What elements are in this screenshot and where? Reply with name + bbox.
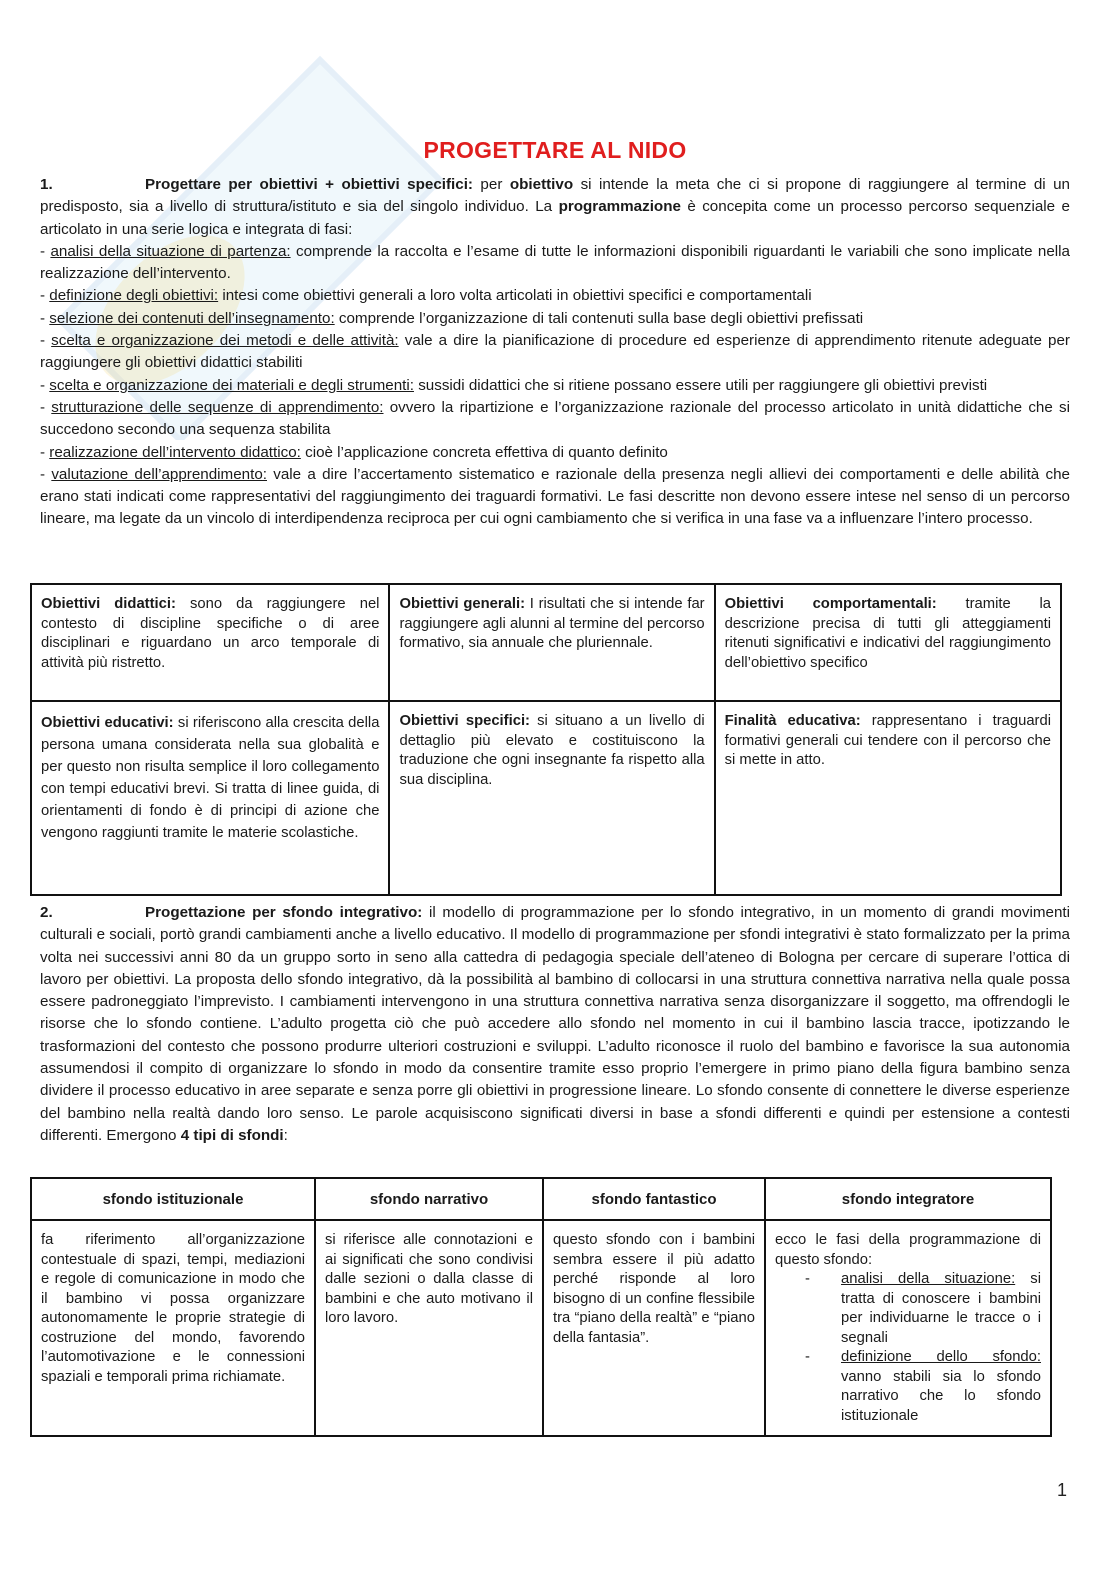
backgrounds-table: [30, 1177, 1052, 1437]
table-header-row: [31, 1178, 1051, 1220]
list-item: - valutazione dell’apprendimento: vale a dire l’accertamento sistematico e razionale della presenza negli allievi dei comportamenti e delle abilità che erano stati indicati come rappresentativi del raggiungimento dei traguardi formativi. Le fasi descritte non devono essere intese nel senso di un percorso lineare, ma legate da un vincolo di interdipendenza reciproca per cui ogni cambiamento che si verifica in una fase va a influenzare l’intero processo.: [40, 465, 1070, 528]
page-title: PROGETTARE AL NIDO: [423, 137, 687, 163]
table-cell: Finalità educativa: rappresentano i traguardi formativi generali cui tendere con il percorso che si mette in atto.: [715, 701, 1061, 895]
section-number: 1.: [40, 176, 53, 193]
table-cell: Obiettivi generali: I risultati che si intende far raggiungere agli alunni al termine del percorso formativo, sia annuale che pluriennale.: [389, 584, 714, 701]
list-item: - definizione degli obiettivi: intesi come obiettivi generali a loro volta articolati in obiettivi specifici e comportamentali: [40, 287, 812, 305]
list-item: - analisi della situazione di partenza: comprende la raccolta e l’esame di tutte le informazioni disponibili riguardanti le variabili che sono implicate nella realizzazione dell’intervento.: [40, 242, 1070, 283]
table-row: [31, 584, 1061, 701]
section-2: [40, 902, 1070, 1147]
phase-list: [40, 241, 1070, 531]
list-item: - selezione dei contenuti dell’insegnamento: comprende l’organizzazione di tali contenuti sulla base degli obiettivi prefissati: [40, 309, 864, 327]
section-1: [40, 174, 1070, 531]
section-heading: Progettare per obiettivi + obiettivi specifici:: [145, 176, 473, 193]
table-cell: ecco le fasi della programmazione di questo sfondo: - analisi della situazione: si tratta di conoscere i bambini per individuarne le tracce o i segnali - definizione dello sfondo: vanno stabili sia lo sfondo narrativo che lo sfondo istituzionale: [765, 1220, 1051, 1436]
list-item: - realizzazione dell’intervento didattico: cioè l’applicazione concreta effettiva di quanto definito: [40, 443, 668, 461]
column-header: sfondo narrativo: [315, 1178, 543, 1220]
table-cell: fa riferimento all’organizzazione contestuale di spazi, tempi, mediazioni e regole di comunicazione in modo che il bambino vi possa organizzare autonomamente le proprie strategie di costruzione del mondo, favorendo l’automotivazione e le connessioni spaziali e temporali prima richiamate.: [31, 1220, 315, 1436]
page-number: 1: [1057, 1480, 1068, 1500]
table-cell: Obiettivi didattici: sono da raggiungere nel contesto di discipline specifiche o di aree disciplinari e riguardano un arco temporale di attività più ristretto.: [31, 584, 389, 701]
objectives-table: [30, 583, 1062, 896]
column-header: sfondo istituzionale: [31, 1178, 315, 1220]
section-1-intro: 1. Progettare per obiettivi + obiettivi specifici: per obiettivo si intende la meta che ci si propone di raggiungere al termine di un predisposto, sia a livello di struttura/istituto e sia del singolo individuo. La programmazione è concepita come un processo percorso sequenziale e articolato in una serie logica e integrata di fasi:: [40, 176, 1070, 238]
table-cell: si riferisce alle connotazioni e ai significati che sono condivisi dalle sezioni o dalla classe di bambini e che auto motivano il loro lavoro.: [315, 1220, 543, 1436]
list-item: - scelta e organizzazione dei materiali e degli strumenti: sussidi didattici che si ritiene possano essere utili per raggiungere gli obiettivi previsti: [40, 376, 988, 394]
table-row: [31, 701, 1061, 895]
column-header: sfondo fantastico: [543, 1178, 765, 1220]
section-heading: Progettazione per sfondo integrativo:: [145, 904, 423, 921]
list-item: - definizione dello sfondo: vanno stabili sia lo sfondo narrativo che lo sfondo istituzionale: [805, 1349, 1041, 1424]
integrator-phase-list: [775, 1270, 1041, 1426]
table-row: [31, 1220, 1051, 1436]
table-cell: Obiettivi specifici: si situano a un livello di dettaglio più elevato e costituiscono la traduzione che ogni insegnante fa rispetto alla sua disciplina.: [389, 701, 714, 895]
list-item: - scelta e organizzazione dei metodi e delle attività: vale a dire la pianificazione di procedure ed esperienze di apprendimento ritenute adeguate per raggiungere gli obiettivi didattici stabiliti: [40, 332, 1070, 372]
list-item: - strutturazione delle sequenze di apprendimento: ovvero la ripartizione e l’organizzazione razionale del processo articolato in unità didattiche che si succedono secondo una sequenza stabilita: [40, 398, 1070, 439]
list-item: - analisi della situazione: si tratta di conoscere i bambini per individuarne le tracce o i segnali: [805, 1271, 1041, 1346]
column-header: sfondo integratore: [765, 1178, 1051, 1220]
table-cell: Obiettivi comportamentali: tramite la descrizione precisa di tutti gli atteggiamenti ritenuti significativi e indicativi del raggiungimento dell’obiettivo specifico: [715, 584, 1061, 701]
table-cell: Obiettivi educativi: si riferiscono alla crescita della persona umana considerata nella sua globalità e per questo non risulta semplice il loro collegamento con tempi educativi brevi. Si tratta di linee guida, di orientamenti di fondo è di principi di azione che vengono raggiunti tramite le materie scolastiche.: [31, 701, 389, 895]
table-cell: questo sfondo con i bambini sembra essere il più adatto perché risponde al loro bisogno di un confine flessibile tra “piano della realtà” e “piano della fantasia”.: [543, 1220, 765, 1436]
section-number: 2.: [40, 904, 53, 921]
section-2-body: 2. Progettazione per sfondo integrativo: il modello di programmazione per lo sfondo integrativo, in un momento di grandi movimenti culturali e sociali, portò grandi cambiamenti anche a livello educativo. Il modello di programmazione per sfondi integrativi è stato formalizzato per la prima volta nei successivi anni 80 da un gruppo sorto in seno alla cattedra di pedagogia speciale dell’ateneo di Bologna per cercare di superare l’ottica di lavoro per obiettivi. La proposta dello sfondo integrativo, dà la possibilità al bambino di collocarsi in una struttura connettiva narrativa nella quale possa essere padroneggiato l’imprevisto. I cambiamenti intervengono in una struttura connettiva narrativa senza disorganizzare il soggetto, ma offrendogli le risorse che lo sfondo contiene. L’adulto progetta ciò che può accedere allo sfondo nel momento in cui il bambino lascia tracce, ipotizzando le trasformazioni del contesto che possono produrre ulteriori costruzioni e sviluppi. L’adulto riconosce il ruolo del bambino e favorisce la sua autonomia assumendosi il compito di organizzare lo sfondo in modo da consentire tramite esso proprio l’emergere in primo piano della figura bambino senza dividere il processo educativo in aree separate e senza porre gli obiettivi in progressione lineare. Lo sfondo consente di connettere le diverse esperienze del bambino nella realtà dando loro senso. Le parole acquisiscono significati diversi in base a sfondi differenti e quindi per estensione a contesti differenti. Emergono 4 tipi di sfondi:: [40, 904, 1070, 1144]
